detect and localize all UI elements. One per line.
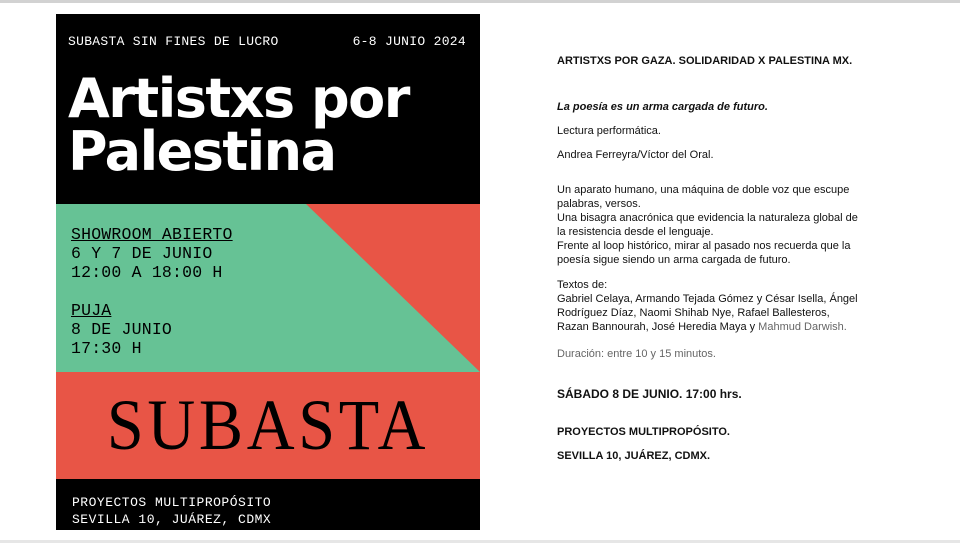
texts-line-last	[557, 320, 889, 334]
event-description	[557, 54, 889, 463]
desc-line: Un aparato humano, una máquina de doble voz que escupe	[557, 184, 850, 196]
puja-heading: PUJA	[71, 301, 112, 320]
event-poster	[56, 14, 480, 530]
event-venue: PROYECTOS MULTIPROPÓSITO.	[557, 426, 730, 438]
event-kind: Lectura performática.	[557, 125, 661, 137]
showroom-hours: 12:00 A 18:00 H	[71, 263, 223, 282]
subasta-word: SUBASTA	[106, 385, 430, 465]
top-border	[0, 0, 960, 3]
poster-title-line-2: Palestina	[68, 120, 336, 183]
poster-date: 6-8 JUNIO 2024	[352, 34, 466, 49]
event-subtitle: La poesía es un arma cargada de futuro.	[557, 101, 768, 113]
texts-line: Gabriel Celaya, Armando Tejada Gómez y César Isella, Ángel	[557, 293, 858, 305]
desc-line: Frente al loop histórico, mirar al pasado nos recuerda que la	[557, 240, 851, 252]
texts-credits	[557, 278, 889, 334]
poster-title-line-1: Artistxs por	[68, 67, 409, 130]
puja-time: 17:30 H	[71, 339, 142, 358]
texts-line: Rodríguez Díaz, Naomi Shihab Nye, Rafael Ballesteros,	[557, 307, 830, 319]
event-title: ARTISTXS POR GAZA. SOLIDARIDAD X PALESTINA MX.	[557, 55, 853, 67]
poster-venue: PROYECTOS MULTIPROPÓSITO	[72, 495, 272, 510]
desc-line: la resistencia desde el lenguaje.	[557, 226, 714, 238]
desc-line: palabras, versos.	[557, 198, 641, 210]
desc-line: poesía sigue siendo un arma cargada de futuro.	[557, 254, 791, 266]
texts-last-author: Mahmud Darwish.	[758, 321, 847, 333]
poster-tagline: SUBASTA SIN FINES DE LUCRO	[68, 34, 279, 49]
puja-day: 8 DE JUNIO	[71, 320, 173, 339]
texts-label: Textos de:	[557, 279, 608, 291]
event-address: SEVILLA 10, JUÁREZ, CDMX.	[557, 450, 711, 462]
puja-info	[71, 301, 172, 358]
desc-line: Una bisagra anacrónica que evidencia la naturaleza global de	[557, 212, 858, 224]
event-datetime: SÁBADO 8 DE JUNIO. 17:00 hrs.	[557, 387, 742, 401]
event-duration: Duración: entre 10 y 15 minutos.	[557, 348, 716, 360]
poster-footer	[72, 494, 271, 528]
showroom-info	[71, 225, 233, 282]
poster-title	[68, 67, 478, 183]
texts-line-text: Razan Bannourah, José Heredia Maya y	[557, 321, 759, 333]
event-authors: Andrea Ferreyra/Víctor del Oral.	[557, 149, 714, 161]
event-description-body	[557, 183, 889, 267]
poster-address: SEVILLA 10, JUÁREZ, CDMX	[72, 512, 272, 527]
showroom-heading: SHOWROOM ABIERTO	[71, 225, 233, 244]
showroom-days: 6 Y 7 DE JUNIO	[71, 244, 213, 263]
